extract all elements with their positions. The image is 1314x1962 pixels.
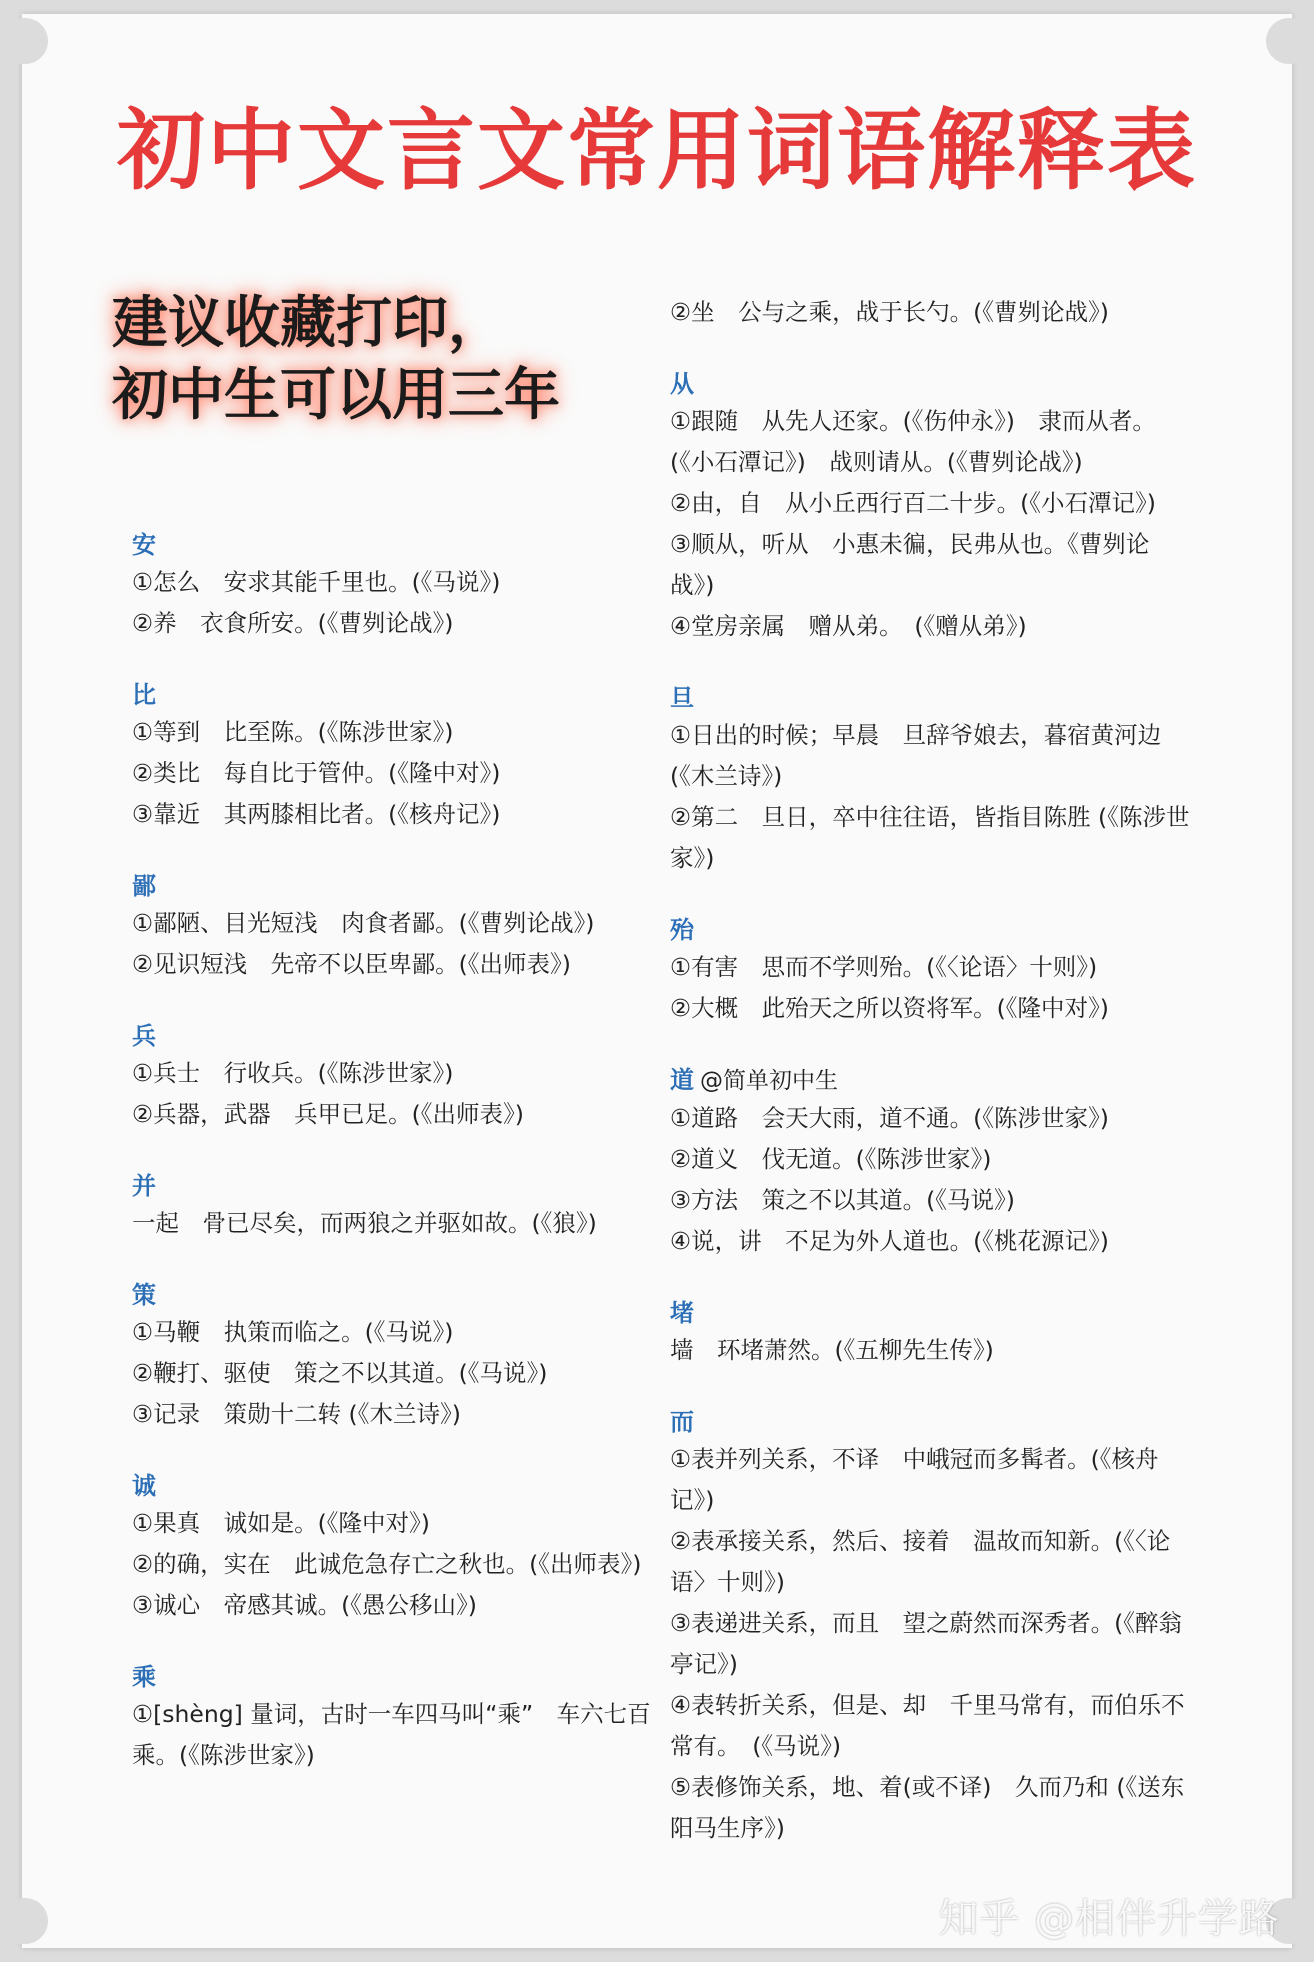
- definition-line: ①兵士 行收兵。(《陈涉世家》): [132, 1059, 454, 1087]
- headword-text: 策: [132, 1281, 156, 1309]
- entry-headword: [670, 913, 1190, 947]
- headword-text: 诚: [132, 1472, 156, 1500]
- definition-line: ②道义 伐无道。(《陈涉世家》): [670, 1145, 992, 1173]
- entry-headword: [132, 1169, 652, 1203]
- word-entry: [132, 678, 652, 835]
- definition-line: ①日出的时候；早晨 旦辞爷娘去，暮宿黄河边 (《木兰诗》): [670, 721, 1185, 790]
- definition-line: ①道路 会天大雨，道不通。(《陈涉世家》): [670, 1104, 1109, 1132]
- headword-text: 比: [132, 681, 156, 709]
- entry-headword: [132, 1660, 652, 1694]
- definition-line: ②坐 公与之乘，战于长勺。(《曹刿论战》): [670, 298, 1109, 326]
- definition-line: ②类比 每自比于管仲。(《隆中对》): [132, 759, 501, 787]
- headword-text: 从: [670, 370, 694, 398]
- definition-line: ①跟随 从先人还家。(《伤仲永》) 隶而从者。(《小石潭记》) 战则请从。(《曹刿论战》): [670, 407, 1156, 476]
- definition-line: ②的确，实在 此诚危急存亡之秋也。(《出师表》): [132, 1550, 642, 1578]
- definition-line: ②鞭打、驱使 策之不以其道。(《马说》): [132, 1359, 548, 1387]
- word-entry: [132, 1019, 652, 1135]
- entry-headword: [132, 869, 652, 903]
- entry-headword: [670, 1296, 1190, 1330]
- word-entry: [132, 528, 652, 644]
- headword-text: 道: [670, 1066, 694, 1094]
- headword-text: 殆: [670, 916, 694, 944]
- definition-line: ④堂房亲属 赠从弟。 (《赠从弟》): [670, 612, 1027, 640]
- word-entry: [670, 913, 1190, 1029]
- word-entry: [670, 1405, 1190, 1849]
- word-entry: [132, 1169, 652, 1244]
- recommendation-note: [112, 288, 560, 432]
- headword-text: 堵: [670, 1299, 694, 1327]
- word-entry: [132, 1278, 652, 1435]
- recommendation-line-2: 初中生可以用三年: [112, 363, 560, 428]
- definition-line: ③诚心 帝感其诚。(《愚公移山》): [132, 1591, 477, 1619]
- headword-text: 安: [132, 531, 156, 559]
- entry-headword: [132, 1019, 652, 1053]
- word-entry: [132, 869, 652, 985]
- definition-line: ②大概 此殆天之所以资将军。(《隆中对》): [670, 994, 1109, 1022]
- definition-line: ⑤表修饰关系，地、着(或不译) 久而乃和 (《送东阳马生序》): [670, 1773, 1185, 1842]
- entry-headword: [670, 1405, 1190, 1439]
- corner-hole-top-right: [1266, 18, 1312, 64]
- left-column: [132, 528, 652, 1810]
- word-entry: [132, 1660, 652, 1776]
- recommendation-line-1: 建议收藏打印，: [112, 291, 504, 356]
- definition-line: ①鄙陋、目光短浅 肉食者鄙。(《曹刿论战》): [132, 909, 595, 937]
- definition-line: ①果真 诚如是。(《隆中对》): [132, 1509, 430, 1537]
- definition-line: ①有害 思而不学则殆。(《〈论语〉十则》): [670, 953, 1098, 981]
- entry-headword: [670, 367, 1190, 401]
- definition-line: ③表递进关系，而且 望之蔚然而深秀者。(《醉翁亭记》): [670, 1609, 1182, 1678]
- entry-headword: [132, 678, 652, 712]
- word-entry: [670, 367, 1190, 647]
- definition-line: ③靠近 其两膝相比者。(《核舟记》): [132, 800, 501, 828]
- definition-line: ②养 衣食所安。(《曹刿论战》): [132, 609, 454, 637]
- definition-line: ③记录 策勋十二转 (《木兰诗》): [132, 1400, 461, 1428]
- page-title: 初中文言文常用词语解释表: [116, 99, 1197, 202]
- definition-line: ③顺从，听从 小惠未徧，民弗从也。《曹刿论战》): [670, 530, 1150, 599]
- definition-line: 一起 骨已尽矣，而两狼之并驱如故。(《狼》): [132, 1209, 597, 1237]
- definition-line: ④说，讲 不足为外人道也。(《桃花源记》): [670, 1227, 1109, 1255]
- definition-line: ②由，自 从小丘西行百二十步。(《小石潭记》): [670, 489, 1156, 517]
- word-entry: [670, 292, 1190, 333]
- corner-hole-top-left: [2, 18, 48, 64]
- definition-line: ①等到 比至陈。(《陈涉世家》): [132, 718, 454, 746]
- headword-text: 旦: [670, 684, 694, 712]
- author-handle: @简单初中生: [700, 1068, 838, 1094]
- entry-headword: [670, 681, 1190, 715]
- definition-line: ②第二 旦日，卒中往往语，皆指目陈胜 (《陈涉世家》): [670, 803, 1190, 872]
- definition-line: ③方法 策之不以其道。(《马说》): [670, 1186, 1015, 1214]
- definition-line: ①怎么 安求其能千里也。(《马说》): [132, 568, 501, 596]
- definition-line: ①马鞭 执策而临之。(《马说》): [132, 1318, 454, 1346]
- headword-text: 而: [670, 1408, 694, 1436]
- definition-line: ①[shèng] 量词，古时一车四马叫“乘” 车六七百乘。(《陈涉世家》): [132, 1700, 651, 1769]
- definition-line: ②见识短浅 先帝不以臣卑鄙。(《出师表》): [132, 950, 571, 978]
- watermark: 知乎 @相伴升学路: [938, 1896, 1280, 1942]
- headword-text: 鄙: [132, 872, 156, 900]
- word-entry: [670, 681, 1190, 879]
- headword-text: 并: [132, 1172, 156, 1200]
- word-entry: [670, 1296, 1190, 1371]
- right-column: [670, 292, 1190, 1883]
- word-entry: [132, 1469, 652, 1626]
- entry-headword: [132, 528, 652, 562]
- entry-headword: [670, 1063, 1190, 1098]
- word-entry: [670, 1063, 1190, 1262]
- definition-line: ②表承接关系，然后、接着 温故而知新。(《〈论语〉十则》): [670, 1527, 1171, 1596]
- corner-hole-bottom-left: [2, 1898, 48, 1944]
- entry-headword: [132, 1278, 652, 1312]
- entry-headword: [132, 1469, 652, 1503]
- headword-text: 乘: [132, 1663, 156, 1691]
- definition-line: ②兵器，武器 兵甲已足。(《出师表》): [132, 1100, 524, 1128]
- definition-line: 墙 环堵萧然。(《五柳先生传》): [670, 1336, 994, 1364]
- definition-line: ①表并列关系，不译 中峨冠而多髯者。(《核舟记》): [670, 1445, 1159, 1514]
- headword-text: 兵: [132, 1022, 156, 1050]
- definition-line: ④表转折关系，但是、却 千里马常有，而伯乐不常有。 (《马说》): [670, 1691, 1185, 1760]
